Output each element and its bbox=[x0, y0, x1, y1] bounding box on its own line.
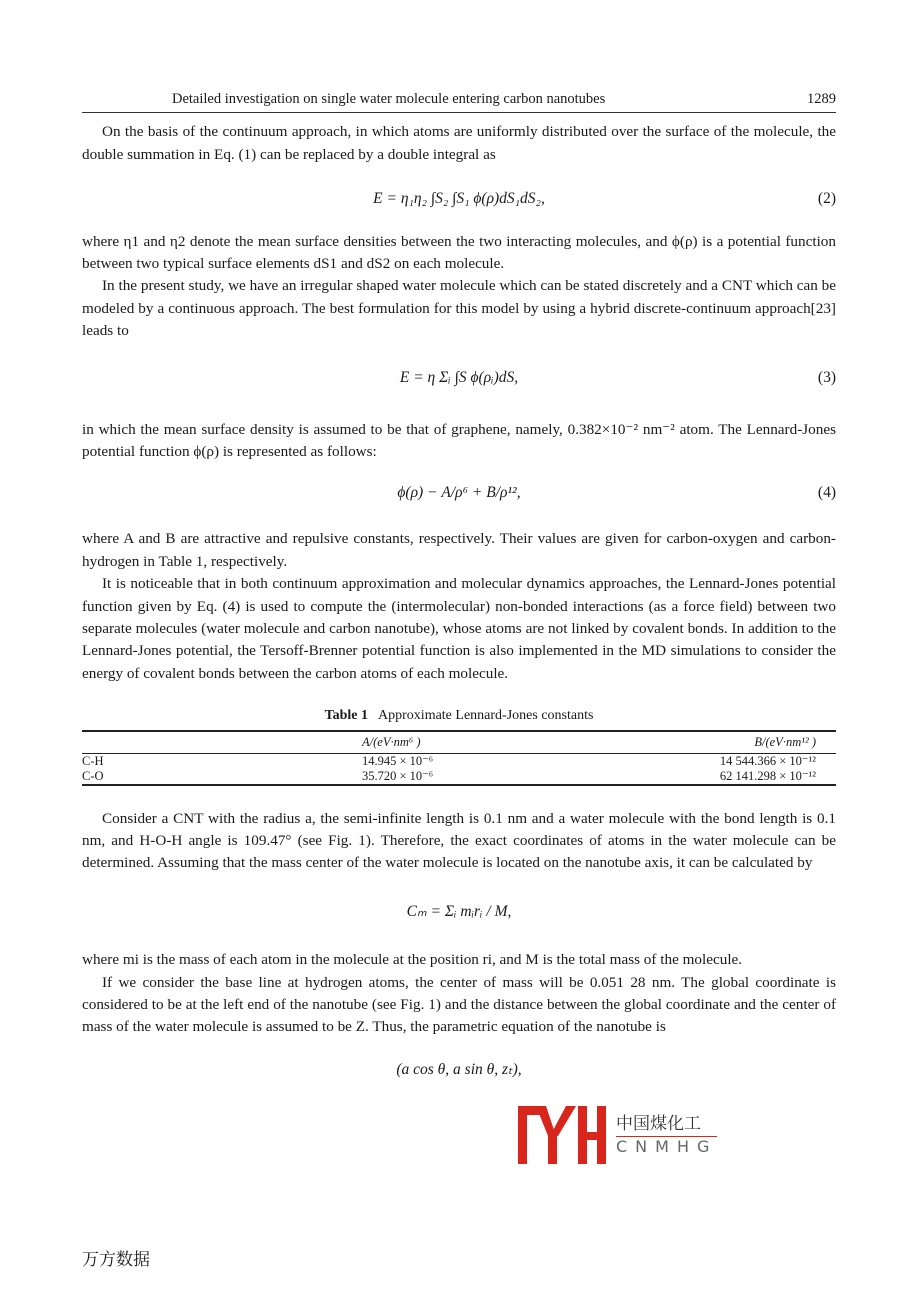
paper-page bbox=[82, 88, 836, 1101]
table-caption bbox=[82, 705, 836, 727]
table-cell: 35.720 × 10⁻⁶ bbox=[362, 768, 434, 783]
table-cell: 14.945 × 10⁻⁶ bbox=[362, 753, 434, 768]
column-header: A/(eV·nm⁶ ) bbox=[362, 734, 421, 749]
table-row bbox=[82, 769, 836, 785]
equation-expression: ϕ(ρ) − A/ρ⁶ + B/ρ¹², bbox=[397, 483, 521, 501]
equation-expression: Cₘ = Σᵢ mᵢrᵢ / M, bbox=[406, 902, 512, 920]
watermark-en: CNMHG bbox=[616, 1137, 718, 1156]
paragraph: where A and B are attractive and repulsive constants, respectively. Their values are given for carbon-oxygen and carbon-hydrogen in Table 1, respectively. bbox=[82, 530, 836, 570]
page-number: 1289 bbox=[807, 91, 836, 107]
paragraph: It is noticeable that in both continuum approximation and molecular dynamics approaches, the Lennard-Jones potential function given by Eq. (4) is used to compute the (intermolecular) non-bonded interactions (as a force field) between two separate molecules (water molecule and carbon nanotube), whose atoms are not linked by covalent bonds. In addition to the Lennard-Jones potential, the Tersoff-Brenner potential function is also implemented in the MD simulations to consider the energy of covalent bonds between the carbon atoms of each molecule. bbox=[82, 575, 836, 682]
equation-expression: E = η Σᵢ ∫S ϕ(ρᵢ)dS, bbox=[399, 368, 519, 386]
equation-expression: E = η₁η₂ ∫S₂ ∫S₁ ϕ(ρ)dS₁dS₂, bbox=[373, 190, 545, 208]
paragraph: where mi is the mass of each atom in the molecule at the position ri, and M is the total mass of the molecule. bbox=[82, 951, 743, 969]
table-cell: 14 544.366 × 10⁻¹² bbox=[719, 753, 816, 768]
equation-expression: (a cos θ, a sin θ, zₜ), bbox=[396, 1060, 522, 1078]
column-header: B/(eV·nm¹² ) bbox=[754, 734, 816, 749]
lennard-jones-table bbox=[82, 730, 836, 786]
paragraph: in which the mean surface density is assumed to be that of graphene, namely, 0.382×10⁻² nm⁻² atom. The Lennard-Jones potential function ϕ(ρ) is represented as follows: bbox=[82, 421, 836, 461]
footer-source: 万方数据 bbox=[82, 1250, 150, 1270]
paragraph: In the present study, we have an irregular shaped water molecule which can be stated discretely and a CNT which can be modeled by a continuous approach. The best formulation for this model by using a hybrid discrete-continuum approach[23] leads to bbox=[82, 277, 836, 340]
running-title: Detailed investigation on single water molecule entering carbon nanotubes bbox=[172, 91, 606, 107]
paragraph: Consider a CNT with the radius a, the semi-infinite length is 0.1 nm and a water molecule with the bond length is 0.1 nm, and H-O-H angle is 109.47° (see Fig. 1). Therefore, the exact coordinates of atoms in the water molecule can be determined. Assuming that the mass center of the water molecule is located on the nanotube axis, it can be calculated by bbox=[82, 809, 836, 872]
table-cell: C-O bbox=[82, 768, 104, 783]
equation-4 bbox=[82, 482, 836, 504]
column-header bbox=[82, 731, 282, 754]
equation-number: (4) bbox=[817, 483, 836, 501]
watermark-logo-icon bbox=[518, 1106, 606, 1164]
running-header bbox=[82, 88, 836, 113]
equation-3 bbox=[82, 367, 836, 389]
paragraph: On the basis of the continuum approach, in which atoms are uniformly distributed over the surface of the molecule, the double summation in Eq. (1) can be replaced by a double integral as bbox=[82, 123, 836, 163]
equation-mass-center bbox=[82, 901, 836, 923]
equation-2 bbox=[82, 188, 836, 210]
paragraph: where η1 and η2 denote the mean surface densities between the two interacting molecules, and ϕ(ρ) is a potential function between two typical surface elements dS1 and dS2 on each molecule. bbox=[82, 232, 836, 273]
table-cell: C-H bbox=[82, 753, 104, 768]
watermark-cn: 中国煤化工 bbox=[616, 1113, 717, 1137]
table-1 bbox=[82, 705, 836, 785]
equation-nanotube bbox=[82, 1059, 836, 1081]
equation-number: (2) bbox=[817, 190, 836, 208]
table-label: Table 1 bbox=[324, 708, 369, 724]
equation-number: (3) bbox=[817, 368, 836, 386]
watermark bbox=[518, 1106, 717, 1164]
table-caption-text: Approximate Lennard-Jones constants bbox=[378, 708, 594, 724]
table-cell: 62 141.298 × 10⁻¹² bbox=[719, 768, 816, 783]
table-row bbox=[82, 753, 836, 769]
paragraph: If we consider the base line at hydrogen atoms, the center of mass will be 0.051 28 nm. The global coordinate is considered to be at the left end of the nanotube (see Fig. 1) and the distance between the global coordinate and the center of mass of the water molecule is assumed to be Z. Thus, the parametric equation of the nanotube is bbox=[82, 973, 836, 1036]
